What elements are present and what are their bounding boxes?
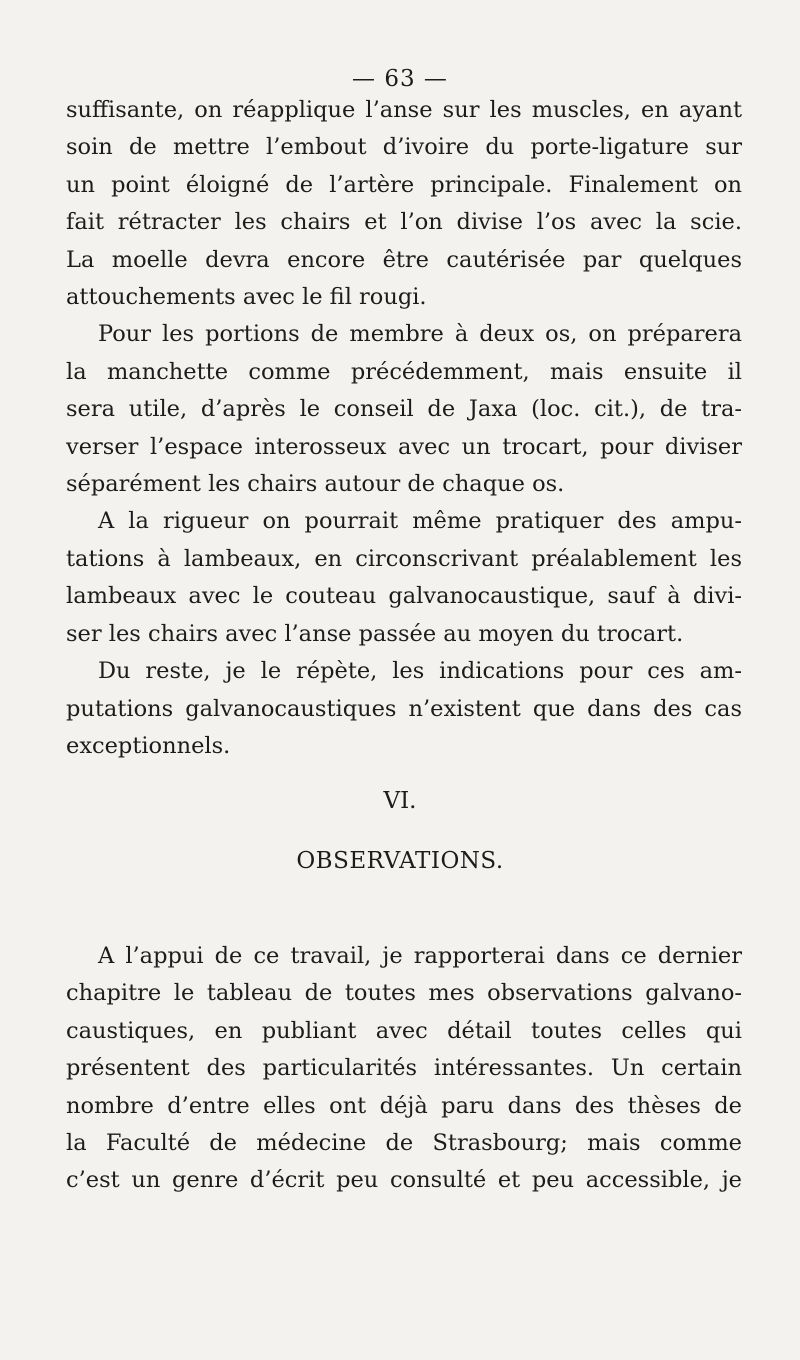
- text-line: la manchette comme précédemment, mais ensuite il: [66, 358, 742, 385]
- text-line: suffisante, on réapplique l’anse sur les muscles, en ayant: [66, 97, 742, 123]
- text-line: putations galvanocaustiques n’existent que dans des cas: [66, 695, 742, 722]
- text-line: Pour les portions de membre à deux os, on préparera: [98, 321, 742, 348]
- text-line: attouchements avec le fil rougi.: [66, 284, 427, 311]
- text-line: A l’appui de ce travail, je rapporterai dans ce dernier: [98, 943, 742, 969]
- text-line: nombre d’entre elles ont déjà paru dans des thèses de: [66, 1092, 742, 1119]
- text-line: séparément les chairs autour de chaque os.: [66, 471, 565, 498]
- text-line: lambeaux avec le couteau galvanocaustique, sauf à divi-: [66, 583, 742, 610]
- text-line: chapitre le tableau de toutes mes observations galvano-: [66, 980, 742, 1007]
- text-block-observations: [66, 938, 742, 1200]
- text-line: verser l’espace interosseux avec un trocart, pour diviser: [66, 433, 742, 460]
- text-line: soin de mettre l’embout d’ivoire du porte-ligature sur: [66, 134, 742, 161]
- section-number: VI.: [383, 788, 417, 814]
- text-line: caustiques, en publiant avec détail toutes celles qui: [66, 1017, 742, 1044]
- text-line: Du reste, je le répète, les indications pour ces am-: [98, 658, 742, 685]
- text-block-amputation: [66, 92, 742, 765]
- text-line: tations à lambeaux, en circonscrivant préalablement les: [66, 545, 742, 572]
- text-line: c’est un genre d’écrit peu consulté et peu accessible, je: [66, 1167, 742, 1194]
- text-line: sera utile, d’après le conseil de Jaxa (loc. cit.), de tra-: [66, 396, 742, 423]
- text-line: ser les chairs avec l’anse passée au moyen du trocart.: [66, 620, 684, 647]
- text-line: un point éloigné de l’artère principale. Finalement on: [66, 171, 742, 198]
- text-line: La moelle devra encore être cautérisée par quelques: [66, 246, 742, 273]
- text-line: exceptionnels.: [66, 732, 231, 759]
- text-line: fait rétracter les chairs et l’on divise l’os avec la scie.: [66, 209, 742, 236]
- text-line: A la rigueur on pourrait même pratiquer des ampu-: [98, 508, 742, 535]
- text-line: présentent des particularités intéressantes. Un certain: [66, 1055, 742, 1082]
- page-number: — 63 —: [352, 66, 448, 92]
- section-title: OBSERVATIONS.: [296, 848, 504, 874]
- text-line: la Faculté de médecine de Strasbourg; mais comme: [66, 1130, 742, 1157]
